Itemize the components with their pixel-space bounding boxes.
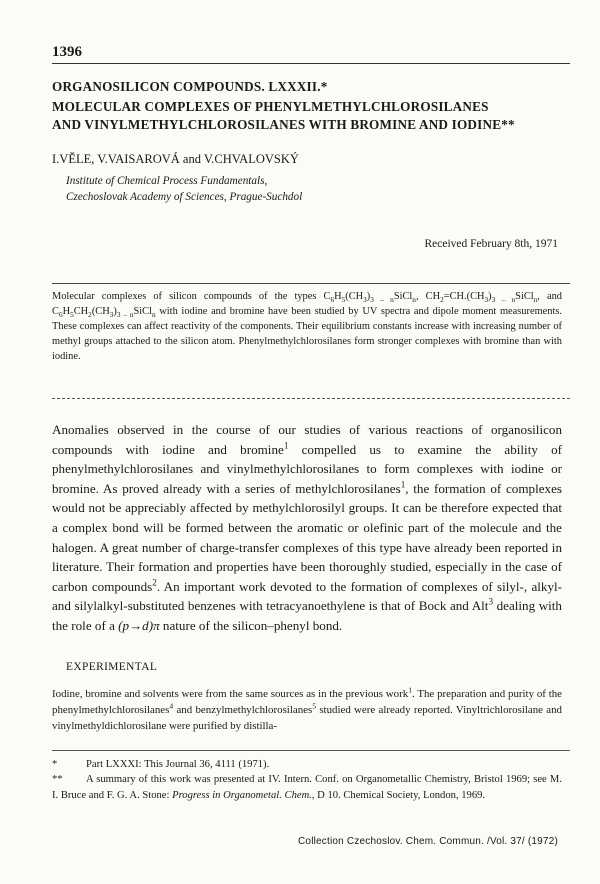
title-line-2: MOLECULAR COMPLEXES OF PHENYLMETHYLCHLOROSILANES	[52, 99, 489, 114]
page-number: 1396	[52, 44, 82, 60]
citation-1b[interactable]: 1	[400, 479, 406, 490]
affiliation-line-1: Institute of Chemical Process Fundamentals,	[66, 175, 268, 187]
footnote-rule	[52, 750, 570, 751]
citation-5[interactable]: 5	[312, 701, 317, 711]
article-title	[52, 78, 570, 134]
affiliation-line-2: Czechoslovak Academy of Sciences, Prague-Suchdol	[66, 190, 303, 203]
affiliation	[66, 174, 302, 205]
citation-4[interactable]: 4	[169, 701, 174, 711]
citation-1[interactable]: 1	[283, 440, 289, 451]
received-date: Received February 8th, 1971	[424, 238, 558, 250]
section-heading-experimental: EXPERIMENTAL	[66, 661, 158, 673]
title-line-3: AND VINYLMETHYLCHLOROSILANES WITH BROMINE AND IODINE**	[52, 117, 515, 132]
body-paragraph: Anomalies observed in the course of our studies of various reactions of organosilicon compounds with iodine and bromine$^1$ compelled us to examine the ability of phenylmethylchlorosilanes and vinylmethylchlorosilanes to form complexes with iodine or bromine. As proved already with a series of methylchlorosilanes$^1$, the formation of complexes would not be appreciably affected by methylchlorosilyl groups. It can be therefore expected that a complex bond will be formed between the aromatic or olefinic part of the molecule and the halogen. A great number of charge-transfer complexes of this type have already been reported in literature. Their formation and properties have been thoroughly studied, especially in the case of carbon compounds$^2$. An important work devoted to the formation of complexes of silyl-, alkyl- and silylalkyl-substituted benzenes with tetracyanoethylene is that of Bock and Alt$^3$ dealing with the role of a (p→d)π nature of the silicon–phenyl bond.	[52, 422, 563, 633]
footnote: * Part LXXXI: This Journal 36, 4111 (1971).	[52, 759, 270, 770]
journal-footer: Collection Czechoslov. Chem. Commun. /Vol. 37/ (1972)	[298, 836, 558, 847]
citation-2[interactable]: 2	[152, 577, 157, 588]
header-rule	[52, 63, 570, 64]
title-line-1: ORGANOSILICON COMPOUNDS. LXXXII.*	[52, 79, 328, 94]
footnotes	[52, 757, 562, 803]
footnote: ** A summary of this work was presented at IV. Intern. Conf. on Organometallic Chemistry, Bristol 1969; see M. I. Bruce and F. G. A. Stone: Progress in Organometal. Chem., D 10. Chemical Society, London, 1969.	[52, 774, 562, 801]
abstract-bottom-rule	[52, 398, 570, 399]
citation-1c[interactable]: 1	[408, 685, 412, 695]
citation-3[interactable]: 3	[488, 596, 494, 607]
authors: I.VĚLE, V.VAISAROVÁ and V.CHVALOVSKÝ	[52, 152, 299, 166]
abstract-top-rule	[52, 283, 570, 284]
abstract: Molecular complexes of silicon compounds of the types $C_6H_5(CH_3)_{3 - n}SiCl_n$, $CH_2=CH.(CH_3)_{3 - n}SiCl_n$, and $C_6H_5CH_2(CH_3)_{3 - n}SiCl_n$ with iodine and bromine have been studied by UV spectra and dipole moment measurements. These complexes can affect reactivity of the components. Their equilibrium constants increase with increasing number of methyl groups attached to the silicon atom. Phenylmethylchlorosilanes form stronger complexes with bromine than with iodine.	[52, 291, 563, 362]
experimental-paragraph: Iodine, bromine and solvents were from the same sources as in the previous work$^1$. The preparation and purity of the phenylmethylchlorosilanes$^4$ and benzylmethylchlorosilanes$^5$ studied were already reported. Vinyltrichlorosilane and vinylmethyldichlorosilane were purified by distilla-	[52, 685, 563, 732]
